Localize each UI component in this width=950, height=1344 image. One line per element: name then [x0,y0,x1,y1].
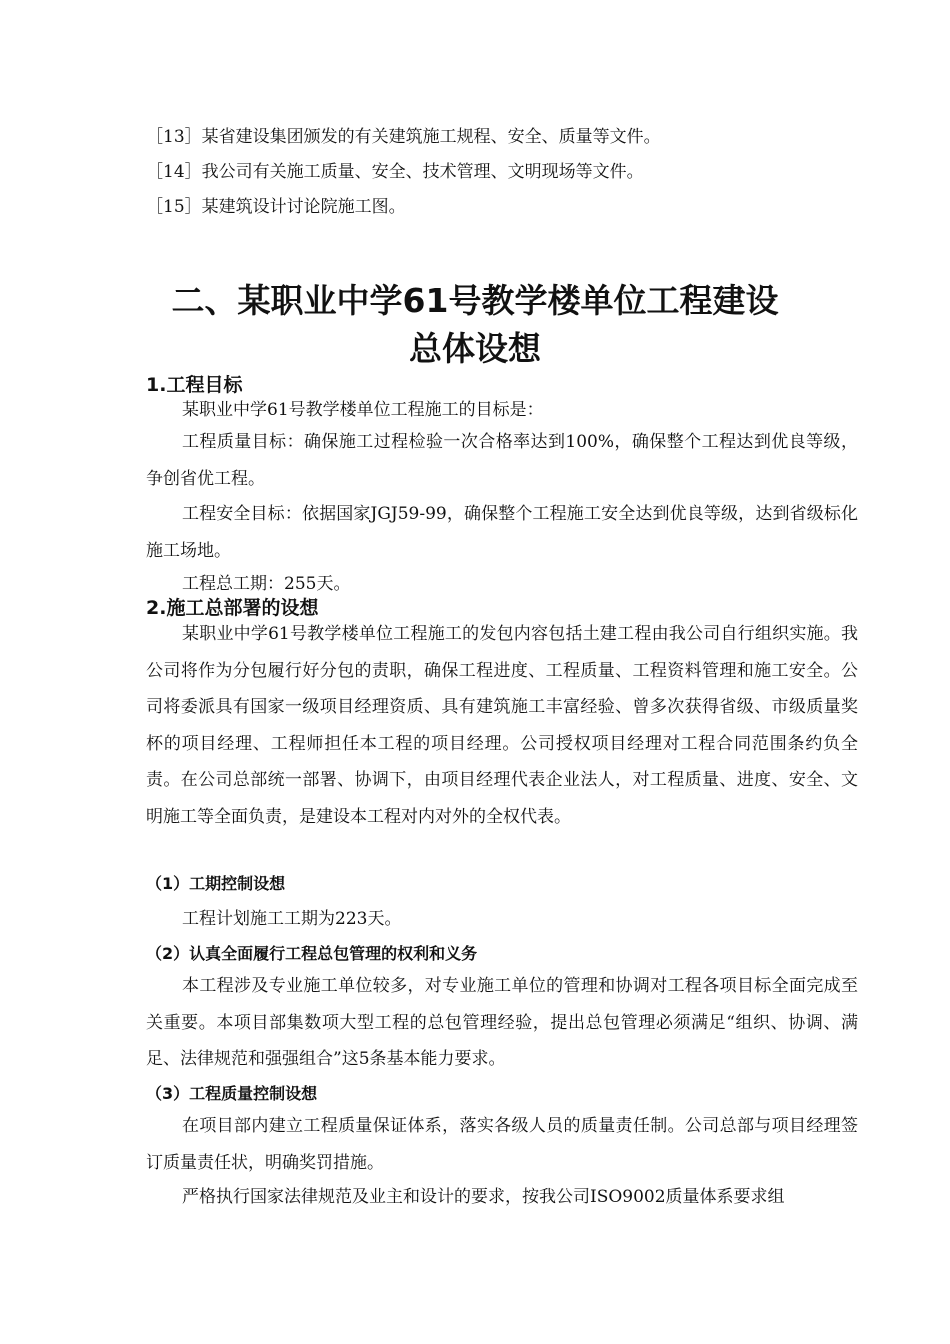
section-heading-goals: 1.工程目标 [146,374,243,396]
quality-control-paragraph-2: 严格执行国家法律规范及业主和设计的要求，按我公司ISO9002质量体系要求组 [182,1187,785,1207]
section-heading-deployment: 2.施工总部署的设想 [146,597,319,619]
subsection-heading-schedule: （1）工期控制设想 [146,874,286,893]
goals-intro: 某职业中学61号教学楼单位工程施工的目标是： [182,400,544,420]
reference-item-13: ［13］某省建设集团颁发的有关建筑施工规程、安全、质量等文件。 [146,127,661,147]
chapter-title-line1: 二、某职业中学61号教学楼单位工程建设 [171,281,779,320]
reference-item-15: ［15］某建筑设计讨论院施工图。 [146,197,406,217]
quality-goal-paragraph: 工程质量目标：确保施工过程检验一次合格率达到100%，确保整个工程达到优良等级，争创省优工程。 [146,432,858,489]
general-contracting-paragraph: 本工程涉及专业施工单位较多，对专业施工单位的管理和协调对工程各项目标全面完成至关重要。本项目部集数项大型工程的总包管理经验，提出总包管理必须满足“组织、协调、满足、法律规范和强强组合”这5条基本能力要求。 [146,976,858,1069]
subsection-heading-quality-control: （3）工程质量控制设想 [146,1084,318,1103]
schedule-paragraph: 工程计划施工工期为223天。 [182,909,402,929]
subsection-heading-general-contracting: （2）认真全面履行工程总包管理的权利和义务 [146,944,478,963]
safety-goal-paragraph: 工程安全目标：依据国家JGJ59-99，确保整个工程施工安全达到优良等级，达到省级标化施工场地。 [146,504,858,561]
total-duration: 工程总工期：255天。 [182,574,351,594]
deployment-paragraph: 某职业中学61号教学楼单位工程施工的发包内容包括土建工程由我公司自行组织实施。我公司将作为分包履行好分包的责职，确保工程进度、工程质量、工程资料管理和施工安全。公司将委派具有国家一级项目经理资质、具有建筑施工丰富经验、曾多次获得省级、市级质量奖杯的项目经理、工程师担任本工程的项目经理。公司授权项目经理对工程合同范围条约负全责。在公司总部统一部署、协调下，由项目经理代表企业法人，对工程质量、进度、安全、文明施工等全面负责，是建设本工程对内对外的全权代表。 [146,624,858,827]
quality-control-paragraph-1: 在项目部内建立工程质量保证体系，落实各级人员的质量责任制。公司总部与项目经理签订质量责任状，明确奖罚措施。 [146,1116,858,1173]
chapter-title-line2: 总体设想 [409,329,541,368]
reference-item-14: ［14］我公司有关施工质量、安全、技术管理、文明现场等文件。 [146,162,644,182]
